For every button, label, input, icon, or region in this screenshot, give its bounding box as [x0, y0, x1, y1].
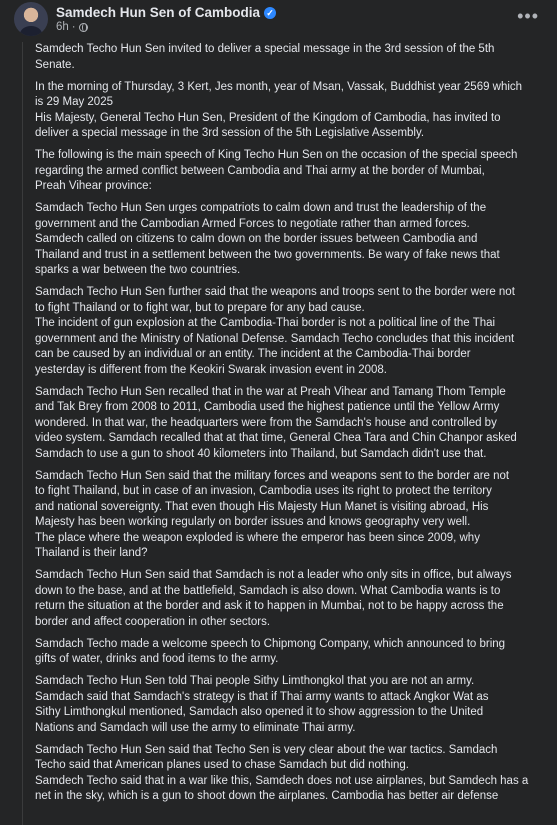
paragraph-line: and Tak Brey from 2008 to 2011, Cambodia used the highest patience until the Yellow Army [35, 401, 500, 413]
post-paragraph [35, 743, 538, 805]
paragraph-line: and national sovereignty. That even though His Majesty Hun Manet is visiting abroad, His [35, 500, 489, 513]
paragraph-line: Samdech Techo Hun Sen invited to deliver a special message in the 3rd session of the 5th [35, 43, 495, 55]
post-paragraph [35, 42, 538, 73]
paragraph-line: to fight Thailand, but in case of an invasion, Cambodia uses its right to protect the territory [35, 485, 492, 497]
post-paragraph [35, 674, 538, 736]
post-meta [56, 21, 88, 33]
paragraph-line: Senate. [35, 58, 75, 71]
paragraph-line: sparks a war between the two countries. [35, 264, 241, 276]
paragraph-line: government and the Cambodian Armed Forces to negotiate rather than armed forces. [35, 217, 470, 230]
paragraph-line: net in the sky, which is a gun to shoot down the airplanes. Cambodia has better air defense [35, 790, 499, 802]
paragraph-line: Samdach Techo Hun Sen said that the military forces and weapons sent to the border are not [35, 469, 510, 482]
paragraph-line: Samdach to use a gun to shoot 40 kilometers into Thailand, but Samdach didn't use that. [35, 447, 487, 460]
time-separator: · [71, 21, 76, 33]
paragraph-line: Samdech Techo said that in a war like this, Samdech does not use airplanes, but Samdech has a [35, 774, 529, 787]
paragraph-line: Samdach Techo Hun Sen told Thai people Sithy Limthongkol that you are not an army. [35, 675, 475, 687]
post-paragraph [35, 201, 538, 279]
paragraph-line: Preah Vihear province: [35, 180, 152, 192]
paragraph-line: Nations and Samdach will use the army to eliminate Thai army. [35, 721, 356, 734]
post-paragraph [35, 568, 538, 630]
paragraph-line: gifts of water, drinks and food items to the army. [35, 653, 279, 665]
paragraph-line: Samdach said that Samdach's strategy is that if Thai army wants to attack Angkor Wat as [35, 690, 489, 703]
paragraph-line: down to the base, and at the battlefield, Samdach is also down. What Cambodia wants is to [35, 584, 501, 597]
paragraph-line: to fight Thailand or to fight war, but to prepare for any bad cause. [35, 301, 365, 314]
post-paragraph [35, 285, 538, 378]
verified-badge-icon: ✓ [264, 7, 276, 19]
paragraph-line: Samdach Techo Hun Sen urges compatriots to calm down and trust the leadership of the [35, 202, 487, 214]
post-paragraph [35, 385, 538, 463]
paragraph-line: Sithy Limthongkul mentioned, Samdach also opened it to show aggression to the United [35, 706, 484, 718]
paragraph-line: Samdach Techo Hun Sen said that Samdach is not a leader who only sits in office, but always [35, 569, 512, 581]
paragraph-line: yesterday is different from the Keokiri Swarak invasion event in 2008. [35, 363, 387, 376]
post-paragraph [35, 80, 538, 142]
paragraph-line: Thailand and trust in a settlement between the two governments. Be wary of fake news that [35, 248, 500, 261]
paragraph-line: regarding the armed conflict between Cambodia and Thai army at the border of Mumbai, [35, 164, 485, 177]
paragraph-line: is 29 May 2025 [35, 96, 113, 108]
post-time[interactable]: 6h [56, 21, 69, 33]
paragraph-line: video system. Samdach recalled that at that time, General Chea Tara and Chin Chanpor asked [35, 432, 517, 444]
post-paragraph [35, 469, 538, 562]
paragraph-line: Samdach Techo Hun Sen recalled that in the war at Preah Vihear and Tamang Thom Temple [35, 385, 506, 398]
paragraph-line: border and affect cooperation in other sectors. [35, 615, 271, 628]
paragraph-line: deliver a special message in the 3rd session of the 5th Legislative Assembly. [35, 127, 425, 139]
post-header [0, 0, 557, 38]
paragraph-line: The following is the main speech of King Techo Hun Sen on the occasion of the special speech [35, 149, 518, 161]
more-options-icon[interactable]: ••• [517, 6, 539, 26]
paragraph-line: The incident of gun explosion at the Cambodia-Thai border is not a political line of the Thai [35, 317, 496, 329]
paragraph-line: return the situation at the border and ask it to happen in Mumbai, not to be happy across the [35, 600, 504, 612]
globe-icon [79, 23, 88, 32]
paragraph-line: government and the Ministry of National Defense. Samdach Techo concludes that this incident [35, 332, 515, 345]
paragraph-line: Techo said that American planes used to chase Samdach but did nothing. [35, 759, 409, 771]
avatar[interactable] [14, 2, 48, 36]
page-name-link[interactable] [56, 5, 276, 20]
paragraph-line: His Majesty, General Techo Hun Sen, President of the Kingdom of Cambodia, has invited to [35, 111, 501, 124]
paragraph-line: Thailand is their land? [35, 547, 148, 559]
paragraph-line: can be caused by an individual or an entity. The incident at the Cambodia-Thai border [35, 348, 471, 360]
paragraph-line: Samdach Techo Hun Sen further said that the weapons and troops sent to the border were not [35, 286, 515, 298]
paragraph-line: wondered. In that war, the headquarters were from the Samdach's house and controlled by [35, 416, 497, 429]
post-paragraph [35, 637, 538, 668]
page-name[interactable]: Samdech Hun Sen of Cambodia [56, 5, 261, 20]
paragraph-line: Samdach Techo Hun Sen said that Techo Sen is very clear about the war tactics. Samdach [35, 743, 498, 756]
post-body [22, 42, 538, 825]
paragraph-line: The place where the weapon exploded is where the emperor has been since 2009, why [35, 531, 480, 544]
paragraph-line: Samdech called on citizens to calm down on the border issues between Cambodia and [35, 233, 478, 245]
paragraph-line: Samdach Techo made a welcome speech to Chipmong Company, which announced to bring [35, 637, 506, 650]
paragraph-line: Majesty has been working regularly on border issues and knows geography very well. [35, 516, 471, 528]
post-paragraph [35, 148, 538, 195]
paragraph-line: In the morning of Thursday, 3 Kert, Jes month, year of Msan, Vassak, Buddhist year 2569 which [35, 80, 523, 93]
